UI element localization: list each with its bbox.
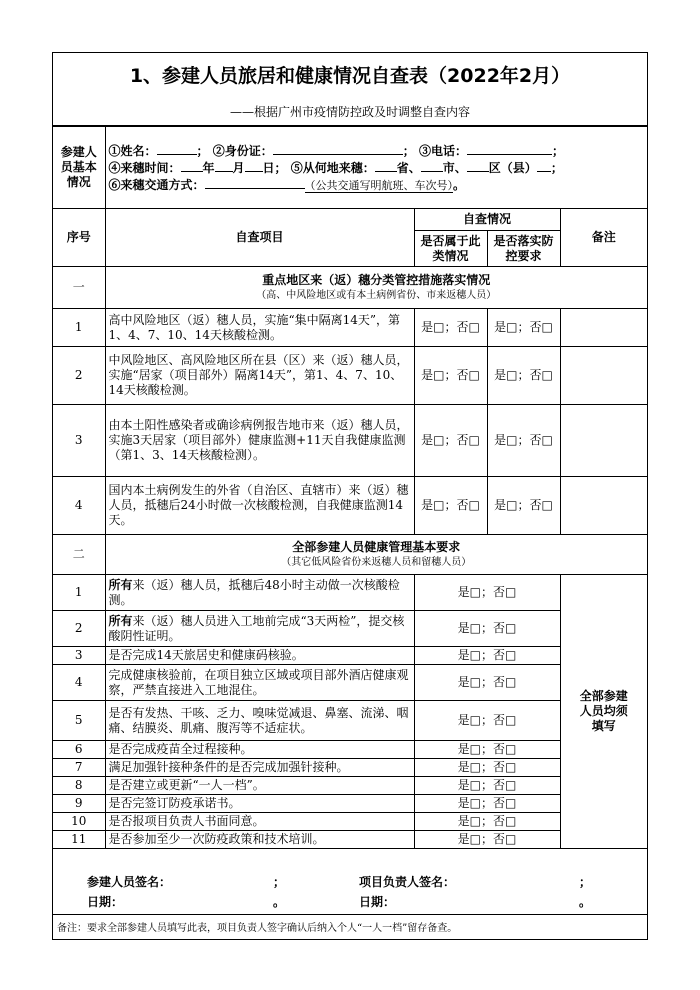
province-field[interactable] xyxy=(375,159,397,172)
row-no: 1 xyxy=(53,309,105,347)
month-field[interactable] xyxy=(215,159,233,172)
row-check[interactable]: 是□；否□ xyxy=(414,741,560,759)
row-emphasis: 所有 xyxy=(108,613,133,628)
district-unit: 区（县） xyxy=(488,161,537,175)
section2-title-cell xyxy=(105,535,647,575)
table-row xyxy=(53,405,647,477)
sep: ； xyxy=(196,144,209,158)
row-remark xyxy=(560,477,647,535)
section1-title-cell xyxy=(105,267,647,309)
table-row xyxy=(53,777,647,795)
row-text-rest: 来（返）穗人员进入工地前完成“3天两检”，提交核酸阴性证明。 xyxy=(108,613,405,643)
row-check-b[interactable]: 是□；否□ xyxy=(487,477,560,535)
table-row xyxy=(53,647,647,665)
manager-date-end: 。 xyxy=(579,895,592,909)
header-row xyxy=(53,209,647,231)
section1-title: 重点地区来（返）穗分类管控措施落实情况 xyxy=(262,272,491,287)
row-text: 完成健康核验前，在项目独立区域或项目部外酒店健康观察，严禁直接进入工地混住。 xyxy=(105,665,414,701)
row-check[interactable]: 是□；否□ xyxy=(414,665,560,701)
table-row xyxy=(53,665,647,701)
row-text: 中风险地区、高风险地区所在县（区）来（返）穗人员，实施“居家（项目部外）隔离14天”，第1、4、7、10、14天核酸检测。 xyxy=(105,347,414,405)
row-no: 2 xyxy=(53,347,105,405)
row-no: 2 xyxy=(53,611,105,647)
header-item: 自查项目 xyxy=(105,209,414,267)
county-field[interactable] xyxy=(537,159,551,172)
worker-sign-label: 参建人员签名： xyxy=(87,875,172,889)
day-unit: 日； xyxy=(262,161,287,175)
transport-field[interactable] xyxy=(205,176,305,189)
manager-sign-sep: ； xyxy=(579,875,592,889)
id-label: ②身份证： xyxy=(212,144,273,158)
phone-label: ③电话： xyxy=(418,144,467,158)
row-no: 4 xyxy=(53,665,105,701)
row-check[interactable]: 是□；否□ xyxy=(414,831,560,849)
table-row xyxy=(53,477,647,535)
row-no: 1 xyxy=(53,575,105,611)
row-no: 7 xyxy=(53,759,105,777)
row-check[interactable]: 是□；否□ xyxy=(414,777,560,795)
row-check[interactable]: 是□；否□ xyxy=(414,575,560,611)
header-col1: 是否属于此类情况 xyxy=(414,231,487,267)
row-remark xyxy=(560,309,647,347)
basic-info-label: 参建人员基本情况 xyxy=(53,127,105,209)
form-frame xyxy=(52,52,648,940)
row-text: 高中风险地区（返）穗人员，实施“集中隔离14天”，第1、4、7、10、14天核酸检测。 xyxy=(105,309,414,347)
row-check[interactable]: 是□；否□ xyxy=(414,759,560,777)
section1-no: 一 xyxy=(53,267,105,309)
signature-area xyxy=(53,861,647,913)
row-text: 是否参加至少一次防疫政策和技术培训。 xyxy=(105,831,414,849)
basic-info-fields xyxy=(105,127,647,209)
district-field[interactable] xyxy=(467,159,489,172)
row-text: 由本土阳性感染者或确诊病例报告地市来（返）穗人员，实施3天居家（项目部外）健康监测+11天自我健康监测（第1、3、14天核酸检测）。 xyxy=(105,405,414,477)
section1-subtitle: （高、中风险地区或有本土病例省份、市来返穗人员） xyxy=(256,289,497,301)
section2-header xyxy=(53,535,647,575)
header-status: 自查情况 xyxy=(414,209,560,231)
day-field[interactable] xyxy=(245,159,263,172)
year-unit: 年 xyxy=(202,161,215,175)
row-check[interactable]: 是□；否□ xyxy=(414,795,560,813)
row-no: 3 xyxy=(53,405,105,477)
city-field[interactable] xyxy=(421,159,443,172)
table-row xyxy=(53,831,647,849)
worker-date-end: 。 xyxy=(273,895,286,909)
period: 。 xyxy=(453,178,466,192)
transport-hint: （公共交通写明航班、车次号） xyxy=(304,179,454,192)
header-remarks: 备注 xyxy=(560,209,647,267)
worker-date-label: 日期： xyxy=(87,895,124,909)
row-text: 国内本土病例发生的外省（自治区、直辖市）来（返）穗人员，抵穗后24小时做一次核酸检测，自我健康监测14天。 xyxy=(105,477,414,535)
table-row xyxy=(53,347,647,405)
table-row xyxy=(53,741,647,759)
header-col2: 是否落实防控要求 xyxy=(487,231,560,267)
row-check[interactable]: 是□；否□ xyxy=(414,701,560,741)
row-check[interactable]: 是□；否□ xyxy=(414,611,560,647)
origin-label: ⑤从何地来穗： xyxy=(290,161,375,175)
row-text: 是否报项目负责人书面同意。 xyxy=(105,813,414,831)
row-check[interactable]: 是□；否□ xyxy=(414,647,560,665)
row-remark xyxy=(560,347,647,405)
row-check-a[interactable]: 是□；否□ xyxy=(414,347,487,405)
row-check[interactable]: 是□；否□ xyxy=(414,813,560,831)
manager-date-label: 日期： xyxy=(359,895,396,909)
row-no: 9 xyxy=(53,795,105,813)
row-text: 是否完成14天旅居史和健康码核验。 xyxy=(105,647,414,665)
phone-field[interactable] xyxy=(467,142,552,155)
section1-header xyxy=(53,267,647,309)
worker-sign-sep: ； xyxy=(273,875,286,889)
row-no: 8 xyxy=(53,777,105,795)
city-unit: 市、 xyxy=(442,161,467,175)
manager-sign-label: 项目负责人签名： xyxy=(359,875,456,889)
basic-info-row xyxy=(53,127,647,209)
page-subtitle: ——根据广州市疫情防控政及时调整自查内容 xyxy=(229,105,470,119)
row-text: 是否建立或更新“一人一档”。 xyxy=(105,777,414,795)
section2-title: 全部参建人员健康管理基本要求 xyxy=(292,539,461,554)
row-no: 3 xyxy=(53,647,105,665)
table-row xyxy=(53,575,647,611)
section2-no: 二 xyxy=(53,535,105,575)
table-row xyxy=(53,795,647,813)
province-unit: 省、 xyxy=(396,161,421,175)
remark-text: 全部参建人员均须填写 xyxy=(579,689,628,733)
row-text: 是否完签订防疫承诺书。 xyxy=(105,795,414,813)
section2-subtitle: （其它低风险省份来返穗人员和留穗人员） xyxy=(281,556,472,568)
table-row xyxy=(53,701,647,741)
section2-remark xyxy=(560,575,647,849)
row-text xyxy=(105,611,414,647)
footnote: 备注：要求全部参建人员填写此表，项目负责人签字确认后纳入个人“一人一档”留存备查。 xyxy=(53,914,647,938)
row-remark xyxy=(560,405,647,477)
row-check-a[interactable]: 是□；否□ xyxy=(414,309,487,347)
row-text xyxy=(105,575,414,611)
row-check-b[interactable]: 是□；否□ xyxy=(487,405,560,477)
row-no: 11 xyxy=(53,831,105,849)
name-field[interactable] xyxy=(157,142,197,155)
table-row xyxy=(53,759,647,777)
table-row xyxy=(53,813,647,831)
row-text-rest: 来（返）穗人员，抵穗后48小时主动做一次核酸检测。 xyxy=(108,577,400,607)
page-title: 1、参建人员旅居和健康情况自查表（2022年2月） xyxy=(129,65,571,87)
table-row xyxy=(53,611,647,647)
name-label: ①姓名： xyxy=(108,144,157,158)
row-check-a[interactable]: 是□；否□ xyxy=(414,477,487,535)
row-no: 4 xyxy=(53,477,105,535)
row-no: 10 xyxy=(53,813,105,831)
row-check-a[interactable]: 是□；否□ xyxy=(414,405,487,477)
row-text: 是否完成疫苗全过程接种。 xyxy=(105,741,414,759)
table-row xyxy=(53,309,647,347)
row-check-b[interactable]: 是□；否□ xyxy=(487,309,560,347)
row-text: 满足加强针接种条件的是否完成加强针接种。 xyxy=(105,759,414,777)
sep: ； xyxy=(550,161,563,175)
month-unit: 月 xyxy=(232,161,245,175)
header-no: 序号 xyxy=(53,209,105,267)
row-no: 6 xyxy=(53,741,105,759)
sep: ； xyxy=(551,144,564,158)
year-field[interactable] xyxy=(181,159,203,172)
row-text: 是否有发热、干咳、乏力、嗅味觉减退、鼻塞、流涕、咽痛、结膜炎、肌痛、腹泻等不适症状。 xyxy=(105,701,414,741)
row-emphasis: 所有 xyxy=(108,577,133,592)
id-field[interactable] xyxy=(273,142,403,155)
self-check-table xyxy=(53,126,647,849)
transport-label: ⑥来穗交通方式： xyxy=(108,178,205,192)
arrival-label: ④来穗时间： xyxy=(108,161,181,175)
row-no: 5 xyxy=(53,701,105,741)
sep: ； xyxy=(402,144,415,158)
row-check-b[interactable]: 是□；否□ xyxy=(487,347,560,405)
